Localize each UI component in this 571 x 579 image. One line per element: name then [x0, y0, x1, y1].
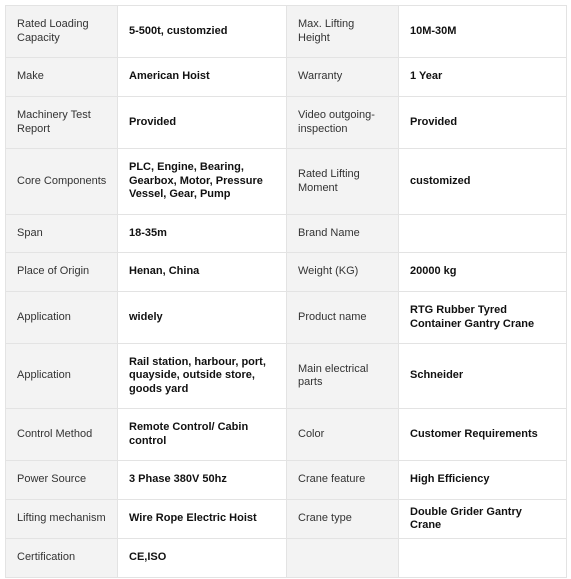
spec-label: Application	[6, 292, 118, 344]
spec-label: Rated Lifting Moment	[287, 149, 399, 215]
table-row	[6, 409, 567, 461]
table-row	[6, 292, 567, 344]
spec-value: Provided	[399, 97, 567, 149]
spec-label: Crane type	[287, 500, 399, 539]
table-row	[6, 461, 567, 500]
product-spec-table	[5, 5, 567, 578]
spec-label: Place of Origin	[6, 253, 118, 292]
spec-label: Make	[6, 58, 118, 97]
spec-value: American Hoist	[118, 58, 287, 97]
spec-label: Crane feature	[287, 461, 399, 500]
table-row	[6, 58, 567, 97]
spec-value: RTG Rubber Tyred Container Gantry Crane	[399, 292, 567, 344]
spec-value: High Efficiency	[399, 461, 567, 500]
spec-label: Brand Name	[287, 215, 399, 253]
spec-value	[399, 215, 567, 253]
spec-label: Main electrical parts	[287, 344, 399, 409]
spec-value: Wire Rope Electric Hoist	[118, 500, 287, 539]
table-row	[6, 97, 567, 149]
spec-label	[287, 539, 399, 578]
spec-label: Application	[6, 344, 118, 409]
spec-value: 3 Phase 380V 50hz	[118, 461, 287, 500]
spec-value: 10M-30M	[399, 6, 567, 58]
spec-value: Henan, China	[118, 253, 287, 292]
spec-value: 18-35m	[118, 215, 287, 253]
spec-label: Max. Lifting Height	[287, 6, 399, 58]
spec-label: Control Method	[6, 409, 118, 461]
spec-value: 20000 kg	[399, 253, 567, 292]
spec-label: Color	[287, 409, 399, 461]
spec-label: Span	[6, 215, 118, 253]
spec-value: 1 Year	[399, 58, 567, 97]
spec-value: PLC, Engine, Bearing, Gearbox, Motor, Pressure Vessel, Gear, Pump	[118, 149, 287, 215]
spec-label: Video outgoing-inspection	[287, 97, 399, 149]
spec-value: widely	[118, 292, 287, 344]
spec-label: Product name	[287, 292, 399, 344]
spec-label: Certification	[6, 539, 118, 578]
spec-label: Lifting mechanism	[6, 500, 118, 539]
table-row	[6, 500, 567, 539]
spec-value: Remote Control/ Cabin control	[118, 409, 287, 461]
spec-value: Customer Requirements	[399, 409, 567, 461]
spec-label: Weight (KG)	[287, 253, 399, 292]
table-row	[6, 149, 567, 215]
table-row	[6, 344, 567, 409]
spec-label: Rated Loading Capacity	[6, 6, 118, 58]
spec-value: Rail station, harbour, port, quayside, outside store, goods yard	[118, 344, 287, 409]
product-spec-table-container	[5, 5, 566, 578]
table-row	[6, 253, 567, 292]
spec-label: Warranty	[287, 58, 399, 97]
table-row	[6, 539, 567, 578]
spec-value: Schneider	[399, 344, 567, 409]
table-row	[6, 215, 567, 253]
spec-label: Core Components	[6, 149, 118, 215]
spec-value: CE,ISO	[118, 539, 287, 578]
spec-value: 5-500t, customzied	[118, 6, 287, 58]
table-row	[6, 6, 567, 58]
spec-value: Provided	[118, 97, 287, 149]
spec-label: Machinery Test Report	[6, 97, 118, 149]
spec-value: Double Grider Gantry Crane	[399, 500, 567, 539]
spec-value: customized	[399, 149, 567, 215]
spec-label: Power Source	[6, 461, 118, 500]
spec-value	[399, 539, 567, 578]
